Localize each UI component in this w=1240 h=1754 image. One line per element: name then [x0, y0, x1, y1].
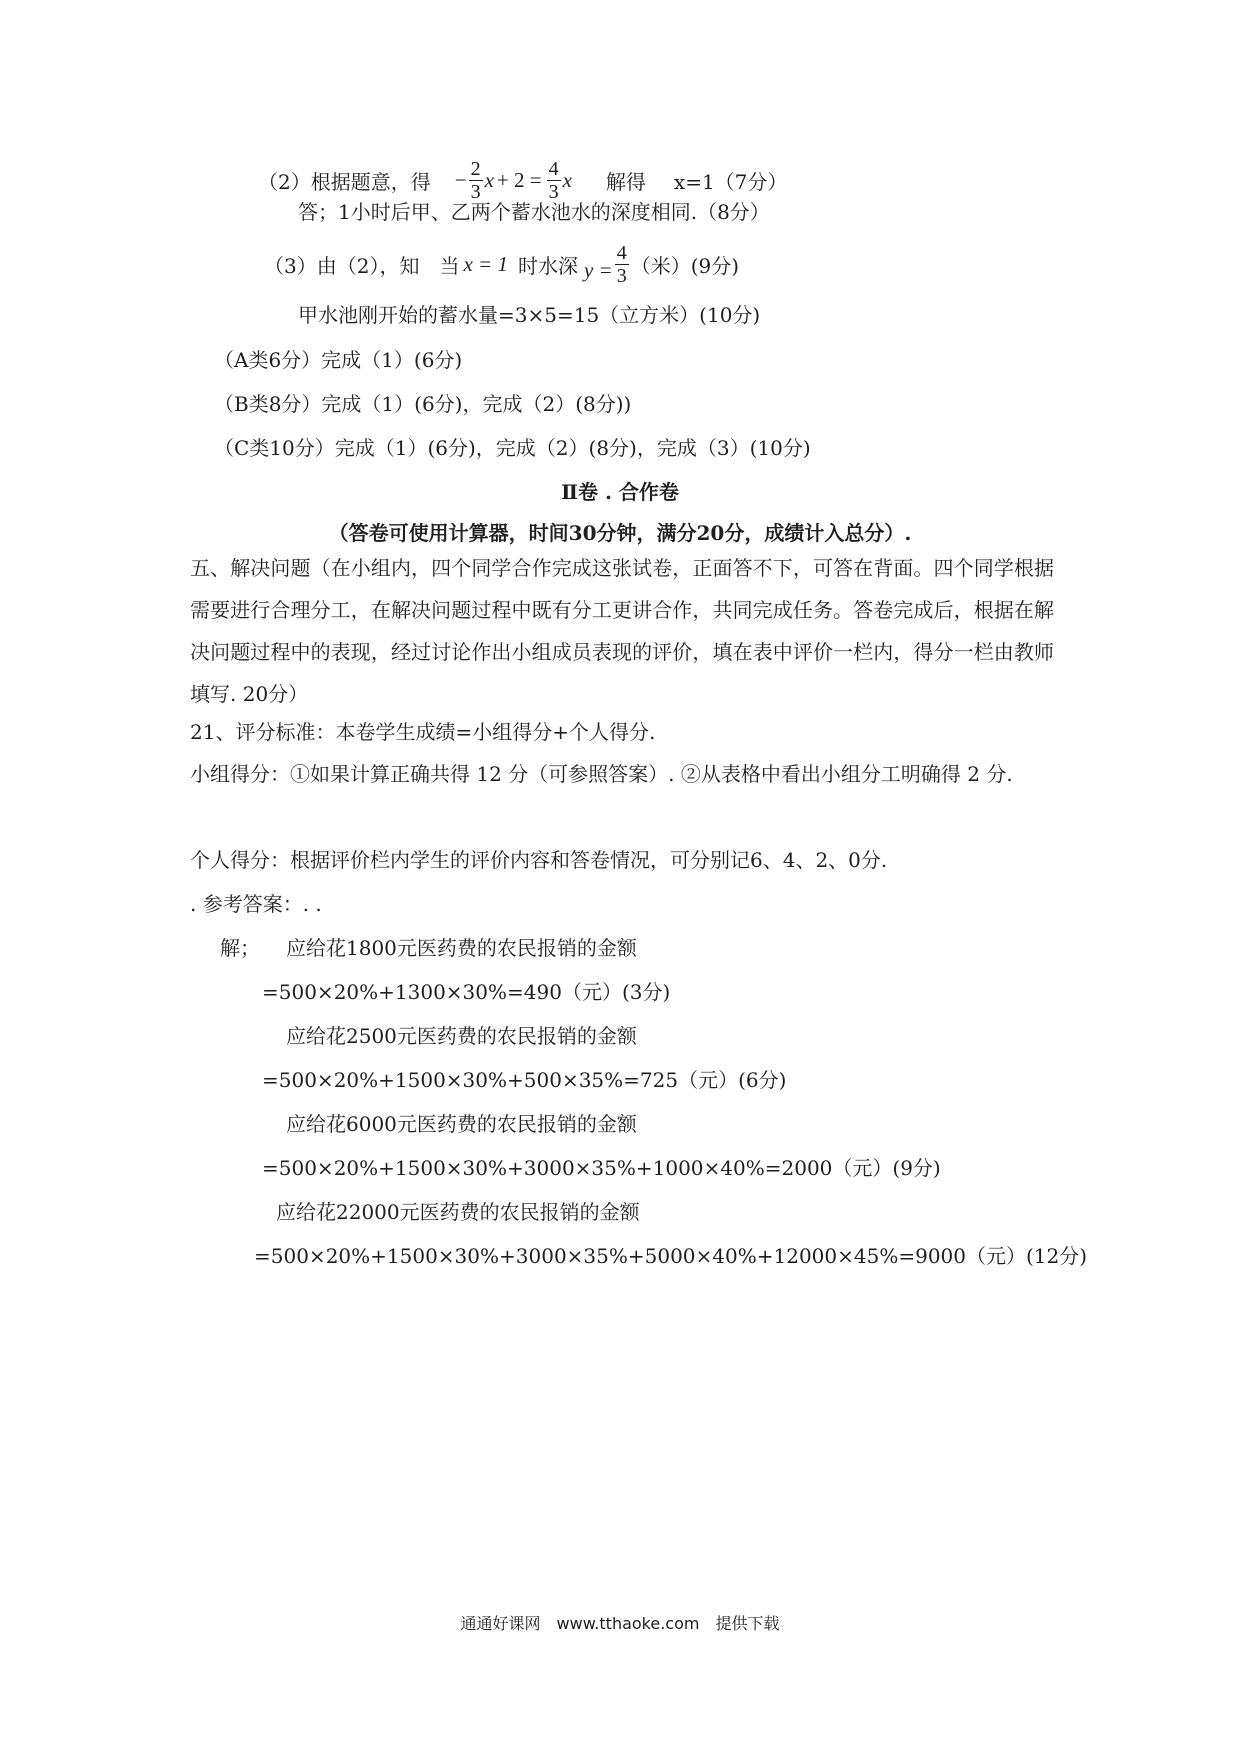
grade-c-line: （C类10分）完成（1）(6分)，完成（2）(8分)，完成（3）(10分) — [214, 436, 811, 460]
reference-answer-label: . 参考答案：. . — [190, 892, 322, 916]
fraction-numerator: 4 — [548, 157, 559, 180]
problem-description: 五、解决问题（在小组内，四个同学合作完成这张试卷，正面答不下，可答在背面。四个同学根据需要进行合理分工，在解决问题过程中既有分工更讲合作，共同完成任务。答卷完成后，根据在解决问题过程中的表现，经过讨论作出小组成员表现的评价，填在表中评价一栏内，得分一栏由教师填写. 20分） — [190, 556, 1054, 706]
section-title: Ⅱ卷 . 合作卷 — [561, 480, 679, 504]
variable-x: x — [562, 167, 572, 192]
solution-jie: 解； — [220, 936, 260, 960]
line2-prefix: （2）根据题意，得 — [258, 169, 431, 194]
fraction-four-thirds — [615, 242, 629, 287]
condition-x-equals-1: x = 1 — [463, 251, 508, 276]
solution-3-label: 应给花6000元医药费的农民报销的金额 — [286, 1112, 637, 1136]
solution-4-label: 应给花22000元医药费的农民报销的金额 — [276, 1200, 640, 1224]
scoring-criteria: 21、评分标准：本卷学生成绩=小组得分+个人得分. — [190, 720, 656, 744]
answer-line: 答；1小时后甲、乙两个蓄水池水的深度相同.（8分） — [298, 200, 770, 224]
variable-y: y = — [583, 257, 613, 282]
line3-prefix: （3）由（2），知 当 — [264, 253, 460, 278]
plus-two-equals: + 2 = — [496, 167, 542, 192]
solution-2-calc: =500×20%+1500×30%+500×35%=725（元）(6分) — [262, 1068, 787, 1092]
individual-score-rule: 个人得分：根据评价栏内学生的评价内容和答卷情况，可分别记6、4、2、0分. — [190, 848, 888, 872]
water-depth-label: 时水深 — [517, 253, 578, 278]
equation-line-3 — [264, 237, 739, 291]
fraction-two-thirds — [469, 158, 483, 203]
minus-sign: − — [454, 167, 467, 192]
variable-x: x — [484, 167, 494, 192]
solution-4-calc: =500×20%+1500×30%+3000×35%+5000×40%+12000×45%=9000（元）(12分) — [254, 1244, 1088, 1268]
solution-1-calc: =500×20%+1300×30%=490（元）(3分) — [262, 980, 671, 1004]
grade-a-line: （A类6分）完成（1）(6分) — [214, 348, 463, 372]
solution-3-calc: =500×20%+1500×30%+3000×35%+1000×40%=2000（元）(9分) — [262, 1156, 941, 1180]
solution-2-label: 应给花2500元医药费的农民报销的金额 — [286, 1024, 637, 1048]
solve-label: 解得 — [605, 169, 646, 194]
solution-1-label: 应给花1800元医药费的农民报销的金额 — [286, 936, 637, 960]
fraction-denominator: 3 — [548, 180, 559, 203]
fraction-denominator: 3 — [470, 180, 481, 203]
grade-b-line: （B类8分）完成（1）(6分)，完成（2）(8分)) — [214, 392, 632, 416]
line3-suffix: （米）(9分) — [630, 253, 740, 278]
fraction-four-thirds — [547, 158, 561, 203]
page-footer: 通通好课网 www.tthaoke.com 提供下载 — [460, 1614, 780, 1633]
fraction-numerator: 4 — [616, 241, 627, 264]
fraction-denominator: 3 — [616, 264, 627, 287]
initial-volume-line: 甲水池刚开始的蓄水量=3×5=15（立方米）(10分) — [298, 303, 761, 327]
fraction-numerator: 2 — [470, 157, 481, 180]
section-subtitle: （答卷可使用计算器，时间30分钟，满分20分，成绩计入总分）. — [328, 521, 912, 545]
group-score-rule: 小组得分：①如果计算正确共得 12 分（可参照答案）. ②从表格中看出小组分工明确得 2 分. — [190, 762, 1013, 786]
solution-x-equals-1: x=1（7分） — [673, 169, 788, 194]
